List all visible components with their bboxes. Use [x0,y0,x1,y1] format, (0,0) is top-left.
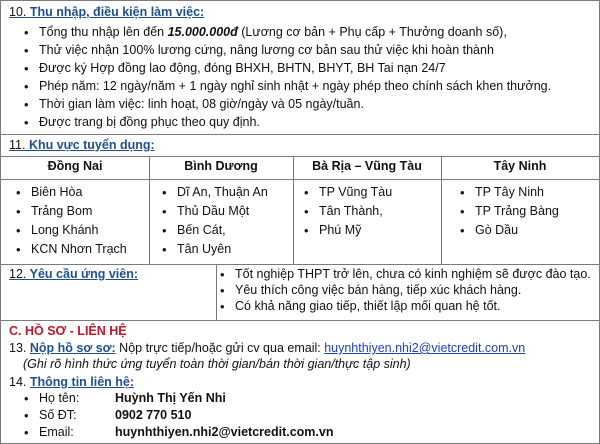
section-c-title: C. HỒ SƠ - LIÊN HỆ [9,324,127,338]
region-dong-nai-header: Đồng Nai [47,159,103,173]
contact-name-label: • Họ tên: [39,391,79,405]
contact-name-value: Huỳnh Thị Yến Nhi [115,391,226,405]
region-binh-duong-header: Bình Dương [184,159,258,173]
region-item: • Dĩ An, Thuận An [177,185,268,199]
region-item: • Tân Thành, [319,204,383,218]
income-item-6: • Được trang bị đồng phục theo quy định. [39,115,260,129]
contact-email-label: • Email: [39,425,74,439]
region-item: • Bến Cát, [177,223,226,237]
region-item: • Gò Dầu [475,223,518,237]
contact-email-value[interactable]: huynhthiyen.nhi2@vietcredit.com.vn [115,425,334,439]
requirement-item: • Yêu thích công việc bán hàng, tiếp xúc khách hàng. [235,283,521,297]
contact-phone-label: • Số ĐT: [39,408,77,422]
application-email-link[interactable]: huynhthiyen.nhi2@vietcredit.com.vn [324,341,526,355]
region-item: • Biên Hòa [31,185,82,199]
region-item: • Long Khánh [31,223,98,237]
section-10-title: Thu nhập, điều kiện làm việc: [29,5,205,19]
region-item: • TP Tây Ninh [475,185,544,199]
region-item: • Phú Mỹ [319,223,361,237]
region-item: • TP Vũng Tàu [319,185,392,199]
region-item: • Tân Uyên [177,242,231,256]
region-item: • KCN Nhơn Trạch [31,242,127,256]
region-item: • Trảng Bom [31,204,92,218]
section-11-heading: 11. Khu vực tuyển dụng: [9,138,155,152]
submit-application-line: 13. Nộp hồ sơ sơ: Nộp trực tiếp/hoặc gửi cv qua email: huynhthiyen.nhi2@vietcredit.com.vn [9,341,526,355]
income-item-1: • Tổng thu nhập lên đến 15.000.000đ (Lương cơ bản + Phụ cấp + Thưởng doanh số), [39,25,507,39]
requirement-item: • Có khả năng giao tiếp, thiết lập mối quan hệ tốt. [235,299,500,313]
income-item-2: • Thử việc nhận 100% lương cứng, nâng lương cơ bản sau thử việc khi hoàn thành [39,43,494,57]
submit-label: Nộp hồ sơ sơ: [29,341,116,355]
application-note: (Ghi rõ hình thức ứng tuyển toàn thời gian/bán thời gian/thực tập sinh) [23,357,411,371]
contact-info-heading: 14. Thông tin liên hệ: [9,375,135,389]
section-10-heading: 10. Thu nhập, điều kiện làm việc: [9,5,205,19]
requirement-item: • Tốt nghiệp THPT trở lên, chưa có kinh nghiệm sẽ được đào tạo. [235,267,591,281]
section-12-title: Yêu cầu ứng viên: [29,267,139,281]
income-item-3: • Được ký Hợp đồng lao động, đóng BHXH, BHTN, BHYT, BH Tai nạn 24/7 [39,61,446,75]
income-item-4: • Phép năm: 12 ngày/năm + 1 ngày nghỉ sinh nhật + ngày phép theo chính sách khen thưởng. [39,79,551,93]
section-11-title: Khu vực tuyển dụng: [28,138,155,152]
income-item-5: • Thời gian làm việc: linh hoạt, 08 giờ/ngày và 05 ngày/tuần. [39,97,364,111]
contact-phone-value[interactable]: 0902 770 510 [115,408,192,422]
region-item: • Thủ Dầu Một [177,204,249,218]
region-item: • TP Trảng Bàng [475,204,559,218]
region-tay-ninh-header: Tây Ninh [493,159,547,173]
section-12-heading: 12. Yêu cầu ứng viên: [9,267,139,281]
region-ba-ria-vung-tau-header: Bà Rịa – Vũng Tàu [312,159,422,173]
